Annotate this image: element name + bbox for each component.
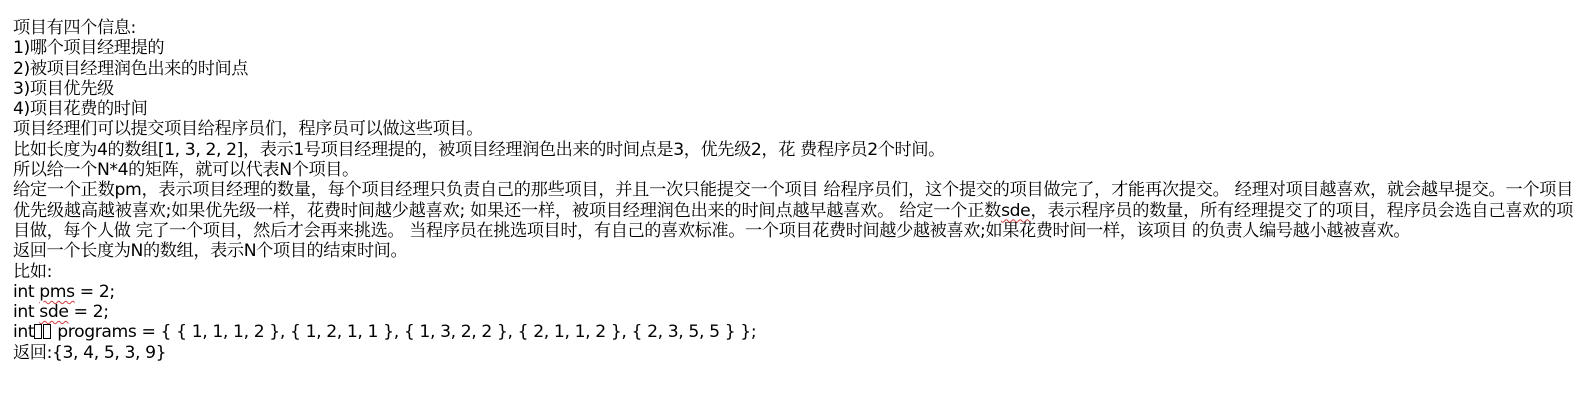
- missing-glyph-icon: [34, 324, 42, 339]
- paragraph-text: ，表示程序员的数量，所有经理提交了的项目，程序员会选自己喜欢的项目做，每个人做 完了一个项目，然后才会再来挑选。 当程序员在挑选项目时，有自己的喜欢标准。一个项目花费时间越少越被喜欢;如果花费时间一样，该项目 的负责人编号越小越被喜欢。: [13, 200, 1574, 241]
- missing-glyph-icon: [43, 324, 51, 339]
- rules-paragraph: [13, 180, 1573, 241]
- code-text: = 2;: [68, 302, 109, 323]
- text-line: 所以给一个N*4的矩阵，就可以代表N个项目。: [13, 160, 359, 181]
- code-text: int: [13, 302, 40, 323]
- paragraph-text: 给定一个正数pm，表示项目经理的数量，每个项目经理只负责自己的那些项目，并且一次只能提交一个项目 给程序员们，这个提交的项目做完了，才能再次提交。 经理对项目越喜欢，就会越早提交。一个项目优先级越高越被喜欢;如果优先级一样，花费时间越少越喜欢; 如果还一样，被项目经理润色出来的时间点越早越喜欢。 给定一个正数: [13, 180, 1573, 221]
- code-line: [13, 322, 1573, 342]
- text-line: 比如:: [13, 261, 52, 282]
- code-line: [13, 302, 1573, 322]
- text-line: 比如长度为4的数组[1, 3, 2, 2]，表示1号项目经理提的，被项目经理润色出来的时间点是3，优先级2，花 费程序员2个时间。: [13, 139, 945, 160]
- text-line: 4)项目花费的时间: [13, 99, 148, 120]
- code-text: = 2;: [74, 281, 115, 302]
- spellcheck-word: pms: [39, 281, 75, 302]
- spellcheck-word: sde: [39, 302, 69, 323]
- code-text: int: [13, 322, 35, 343]
- text-line: 项目经理们可以提交项目给程序员们，程序员可以做这些项目。: [13, 119, 484, 140]
- text-line: 2)被项目经理润色出来的时间点: [13, 58, 249, 79]
- text-line: 3)项目优先级: [13, 78, 114, 99]
- spellcheck-word: sde: [1001, 200, 1031, 221]
- code-line: [13, 282, 1573, 302]
- code-text: programs = { { 1, 1, 1, 2 }, { 1, 2, 1, 1 }, { 1, 3, 2, 2 }, { 2, 1, 1, 2 }, { 2, 3, 5, 5 } };: [52, 322, 757, 343]
- text-line: 返回一个长度为N的数组，表示N个项目的结束时间。: [13, 241, 408, 262]
- problem-description: [13, 18, 1573, 363]
- text-line: 项目有四个信息:: [13, 18, 136, 38]
- text-line: 返回:{3, 4, 5, 3, 9}: [13, 342, 167, 363]
- code-text: int: [13, 281, 40, 302]
- text-line: 1)哪个项目经理提的: [13, 38, 165, 59]
